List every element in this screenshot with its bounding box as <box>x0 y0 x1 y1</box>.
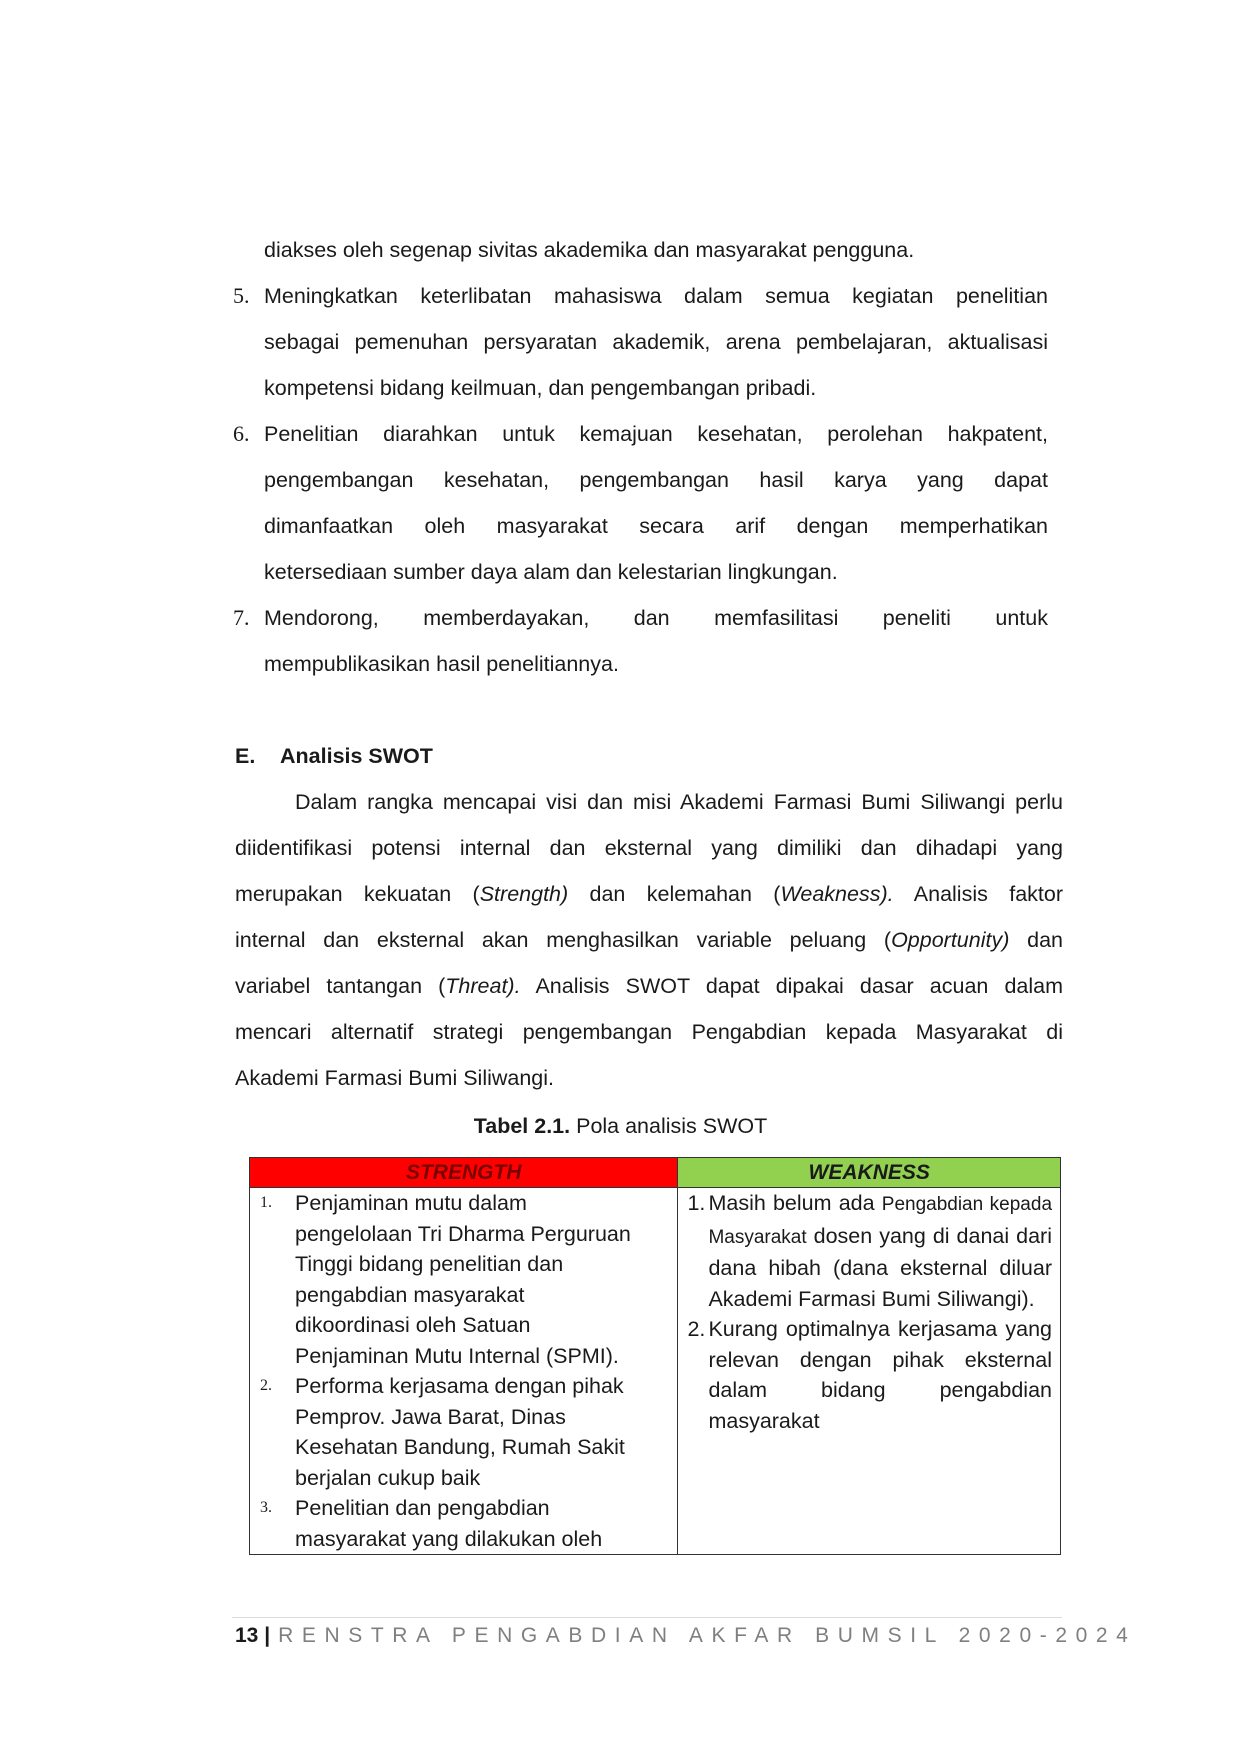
table-caption-text: Pola analisis SWOT <box>570 1114 768 1138</box>
weakness-item <box>678 1314 1060 1436</box>
page-footer <box>235 1621 1136 1651</box>
strength-item <box>250 1493 677 1554</box>
para-line-3-e: Analisis faktor <box>893 882 1063 906</box>
item7-line-1: Mendorong, memberdayakan, dan memfasilitasi peneliti untuk <box>264 606 1048 630</box>
strength-2-line: berjalan cukup baik <box>295 1465 481 1490</box>
para-line-3-c: dan kelemahan ( <box>568 882 781 906</box>
term-threat: Threat). <box>445 974 521 998</box>
weakness-1-text-a: Masih belum ada <box>708 1191 882 1215</box>
footer-title: RENSTRA PENGABDIAN AKFAR BUMSIL 2020-2024 <box>278 1624 1137 1647</box>
para-line-3-a: merupakan kekuatan ( <box>235 882 480 906</box>
weakness-cell <box>678 1188 1061 1555</box>
weakness-item-number: 2. <box>687 1317 706 1341</box>
para-line-5 <box>235 963 1063 1009</box>
table-caption-label: Tabel 2.1. <box>473 1114 571 1138</box>
strength-1-line: dikoordinasi oleh Satuan <box>295 1313 531 1337</box>
list-number-6: 6. <box>233 421 250 446</box>
strength-1-line: pengelolaan Tri Dharma Perguruan <box>295 1221 631 1246</box>
item7-line-2: mempublikasikan hasil penelitiannya. <box>264 652 619 676</box>
term-weakness: Weakness). <box>780 882 894 906</box>
strength-1-line: Tinggi bidang penelitian dan <box>295 1252 564 1276</box>
para-line-2: diidentifikasi potensi internal dan eksternal yang dimiliki dan dihadapi yang <box>235 836 1063 860</box>
weakness-2-text: Kurang optimalnya kerjasama yang relevan dengan pihak eksternal dalam bidang pengabdian masyarakat <box>708 1317 1052 1433</box>
strength-item <box>250 1371 677 1493</box>
strength-item-number: 2. <box>260 1377 272 1394</box>
para-line-5-a: variabel tantangan ( <box>235 974 446 998</box>
para-line-7: Akademi Farmasi Bumi Siliwangi. <box>235 1066 555 1090</box>
para-line-4-a: internal dan eksternal akan menghasilkan variable peluang ( <box>235 928 892 952</box>
strength-2-line: Performa kerjasama dengan pihak <box>295 1374 624 1398</box>
list-number-5: 5. <box>233 283 250 308</box>
table-caption <box>0 1103 1241 1149</box>
strength-3-line: Penelitian dan pengabdian <box>295 1496 550 1520</box>
weakness-1-text-c: dosen yang di danai dari dana hibah (dana eksternal diluar Akademi Farmasi Bumi Siliwangi). <box>708 1223 1052 1311</box>
item6-line-4: ketersediaan sumber daya alam dan kelestarian lingkungan. <box>264 560 838 584</box>
weakness-item-number: 1. <box>687 1191 706 1215</box>
strength-item-number: 3. <box>260 1499 272 1516</box>
item6-line-3: dimanfaatkan oleh masyarakat secara arif dengan memperhatikan <box>264 514 1048 538</box>
footer-rule <box>232 1617 1062 1618</box>
item5-line-3: kompetensi bidang keilmuan, dan pengembangan pribadi. <box>264 376 817 400</box>
strength-header: STRENGTH <box>250 1158 678 1188</box>
item6-line-1: Penelitian diarahkan untuk kemajuan kesehatan, perolehan hakpatent, <box>264 422 1048 446</box>
item5-line-2: sebagai pemenuhan persyaratan akademik, arena pembelajaran, aktualisasi <box>264 330 1048 354</box>
page-number: 13 | <box>235 1624 271 1647</box>
list-number-7: 7. <box>233 605 250 630</box>
para-line-1: Dalam rangka mencapai visi dan misi Akademi Farmasi Bumi Siliwangi perlu <box>295 790 1063 814</box>
strength-item-number: 1. <box>260 1194 272 1211</box>
strength-item <box>250 1188 677 1371</box>
item6-line-2: pengembangan kesehatan, pengembangan hasil karya yang dapat <box>264 468 1048 492</box>
section-title: Analisis SWOT <box>280 744 433 768</box>
term-strength: Strength) <box>479 882 569 906</box>
strength-1-line: Penjaminan Mutu Internal (SPMI). <box>295 1343 619 1368</box>
strength-1-line: Penjaminan mutu dalam <box>295 1191 527 1215</box>
para-line-4-c: dan <box>1009 928 1063 952</box>
strength-1-line: pengabdian masyarakat <box>295 1282 525 1307</box>
para-line-5-c: Analisis SWOT dapat dipakai dasar acuan dalam <box>520 974 1064 998</box>
item5-line-1: Meningkatkan keterlibatan mahasiswa dalam semua kegiatan penelitian <box>264 284 1048 308</box>
weakness-header: WEAKNESS <box>678 1158 1061 1188</box>
continuation-line: diakses oleh segenap sivitas akademika dan masyarakat pengguna. <box>264 238 915 262</box>
strength-2-line: Kesehatan Bandung, Rumah Sakit <box>295 1435 625 1459</box>
strength-3-line: masyarakat yang dilakukan oleh <box>295 1526 603 1551</box>
strength-2-line: Pemprov. Jawa Barat, Dinas <box>295 1404 566 1429</box>
weakness-1-text-b: Pengabdian kepada Masyarakat <box>708 1194 1053 1248</box>
section-letter: E. <box>235 744 256 768</box>
strength-cell <box>250 1188 678 1555</box>
weakness-item <box>678 1188 1060 1314</box>
para-line-6: mencari alternatif strategi pengembangan Pengabdian kepada Masyarakat di <box>235 1020 1063 1044</box>
para-line-4 <box>235 917 1063 963</box>
term-opportunity: Opportunity) <box>891 928 1010 952</box>
para-line-3 <box>235 871 1063 917</box>
swot-table <box>249 1157 1061 1555</box>
